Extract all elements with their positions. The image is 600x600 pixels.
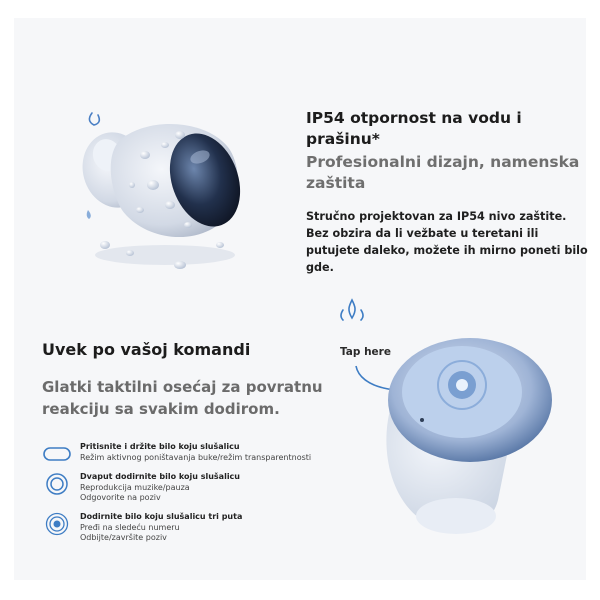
gesture-triple-tap [42,512,242,544]
ip54-title: IP54 otpornost na vodu i prašinu* [306,109,522,148]
gesture-action: Pređi na sledeću numeru [80,522,180,532]
press-hold-icon [42,442,72,466]
gesture-action: Odgovorite na poziv [80,493,161,502]
gesture-action: Odbijte/završite poziv [80,533,167,542]
ip54-description: Stručno projektovan za IP54 nivo zaštite. Bez obzira da li vežbate u teretani ili putujete daleko, možete ih mirno poneti bilo gde. [306,210,588,274]
gesture-double-tap [42,472,240,504]
gesture-label: Dvaput dodirnite bilo koju slušalicu [80,472,240,481]
earbud-touch-image [370,330,570,540]
earbud-water-image [70,95,260,280]
gesture-action: Reprodukcija muzike/pauza [80,482,190,492]
gesture-label: Pritisnite i držite bilo koju slušalicu [80,442,240,451]
commands-subtitle: Glatki taktilni osećaj za povratnu reakciju sa svakim dodirom. [42,378,323,418]
ip54-subtitle: Profesionalni dizajn, namenska zaštita [306,153,580,192]
water-splash-icon [335,296,369,326]
gesture-press-hold [42,442,311,466]
gesture-action: Režim aktivnog poništavanja buke/režim transparentnosti [80,452,312,462]
triple-tap-icon [42,512,72,536]
gesture-label: Dodirnite bilo koju slušalicu tri puta [80,512,243,521]
double-tap-icon [42,472,72,496]
commands-title: Uvek po vašoj komandi [42,340,251,359]
tap-here-label: Tap here [340,346,391,358]
